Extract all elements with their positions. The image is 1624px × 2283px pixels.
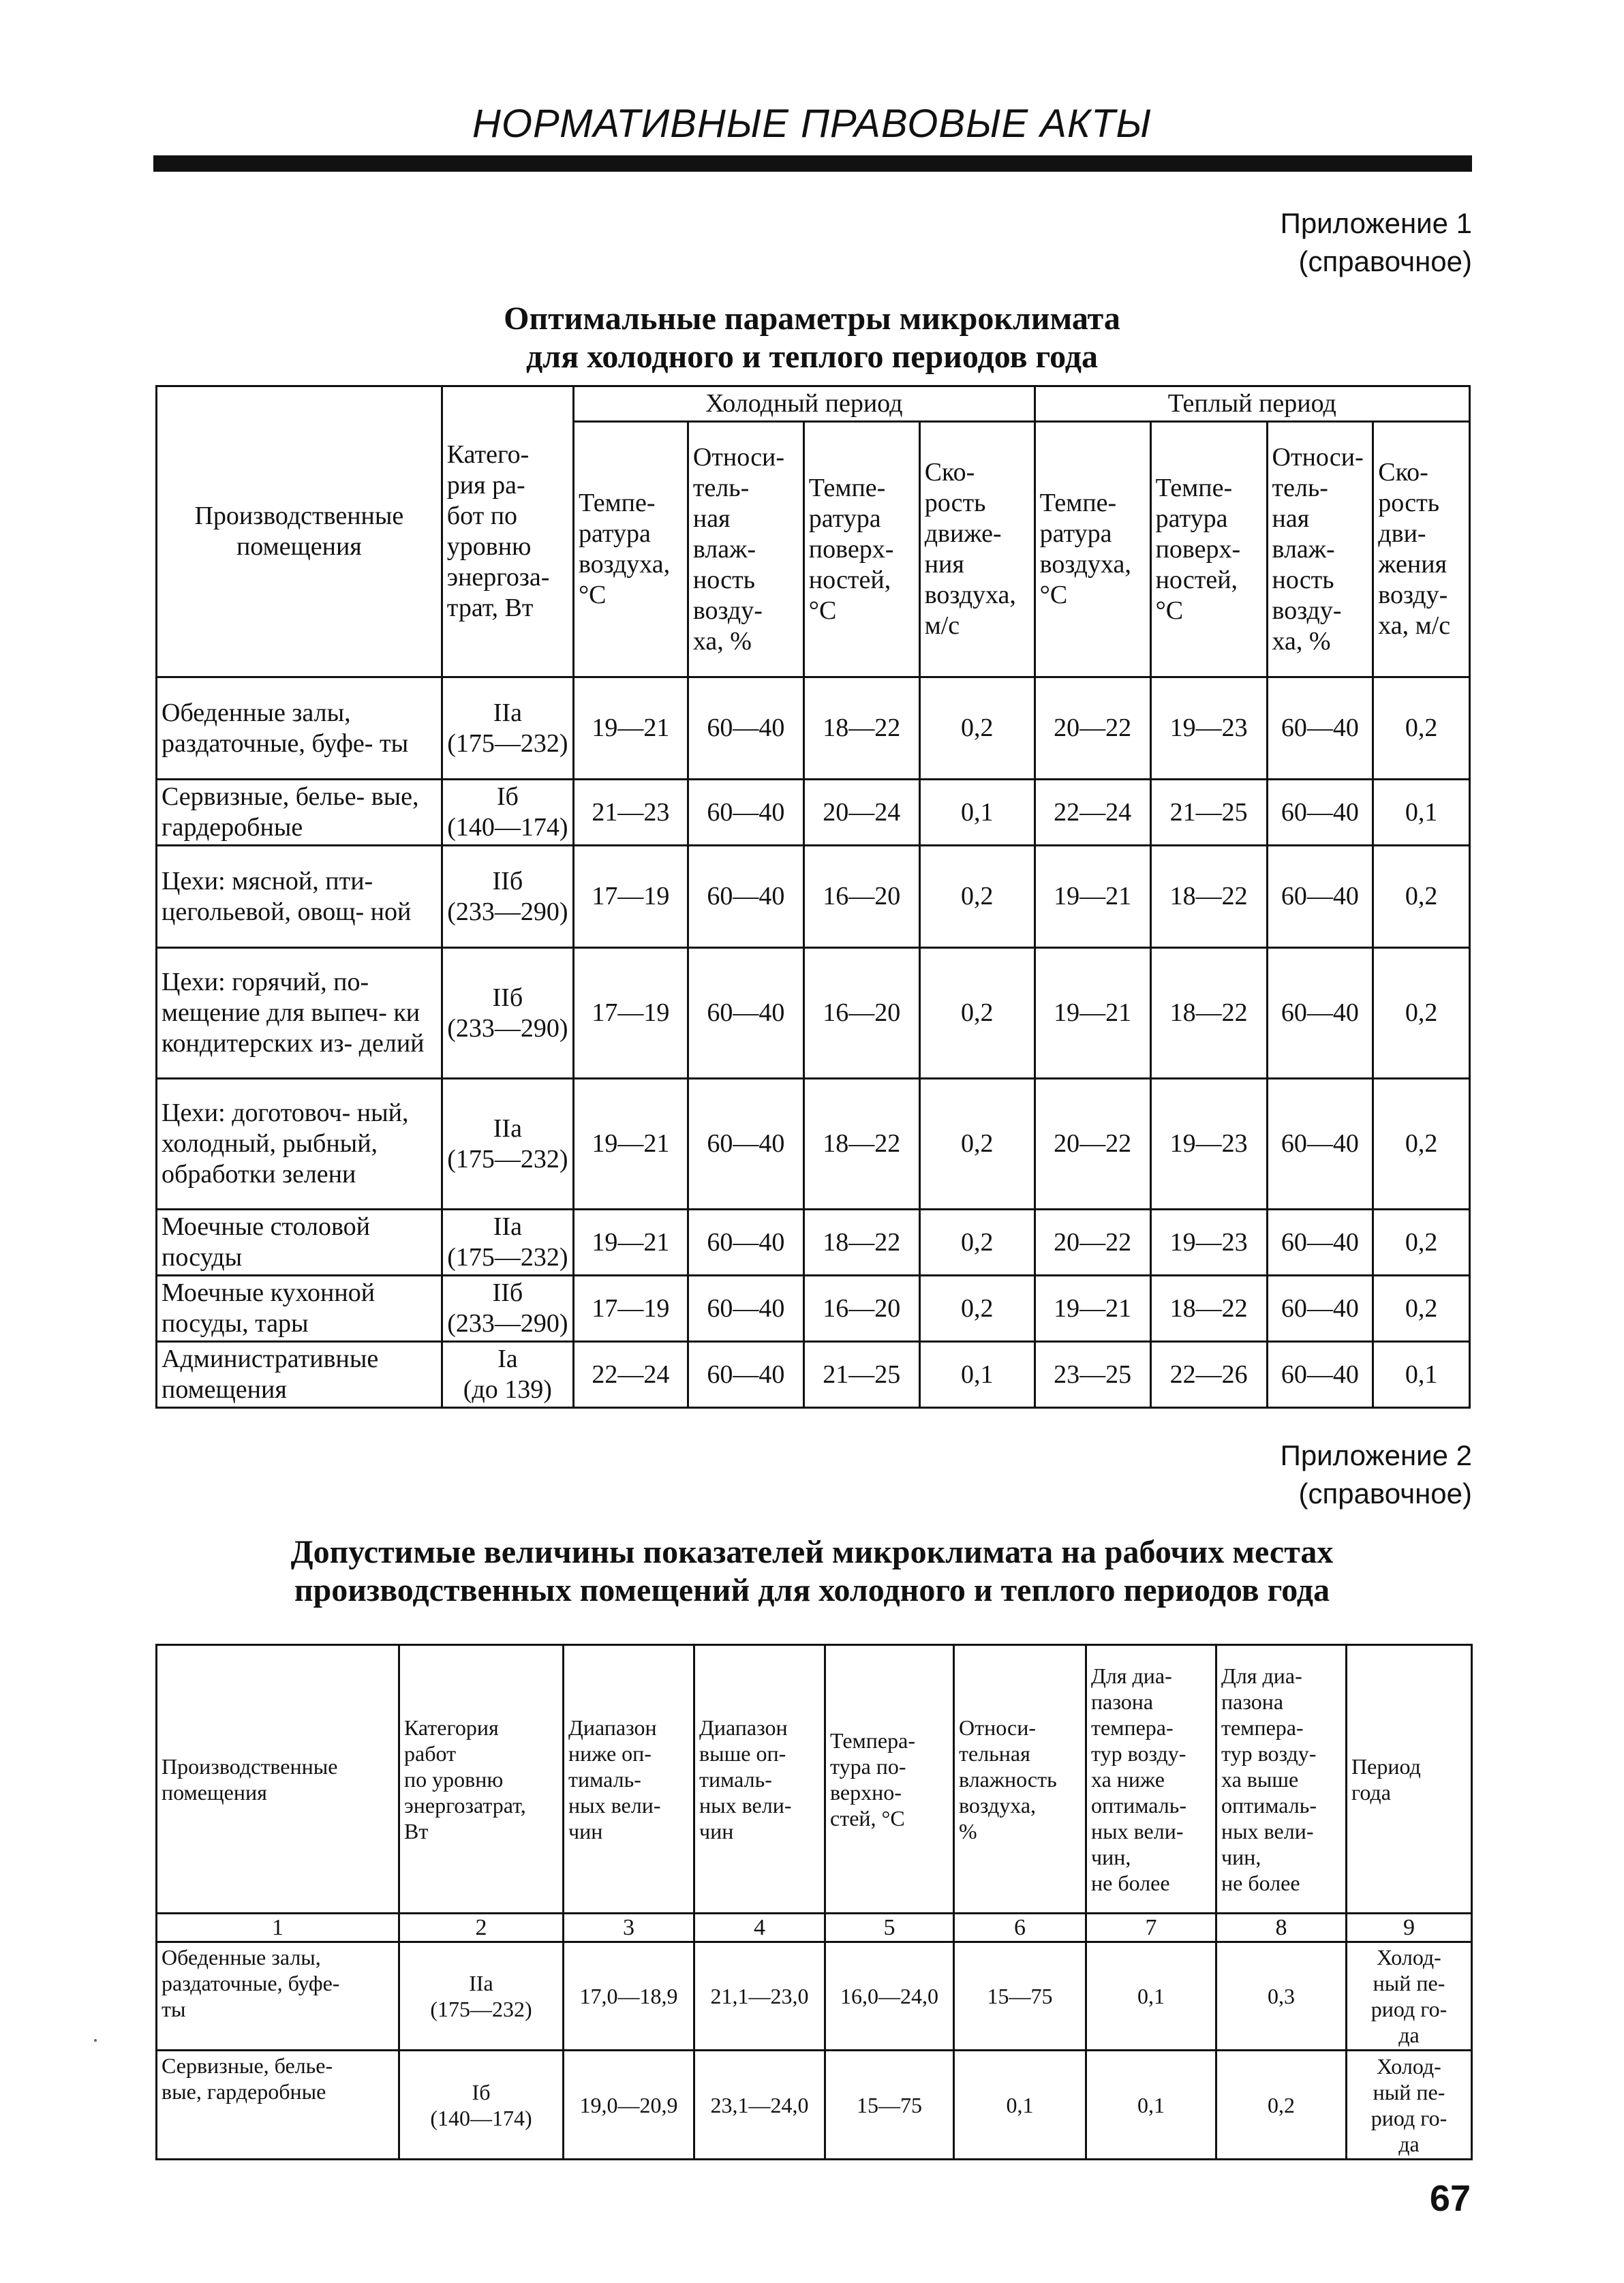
value-cell: 20—24: [803, 780, 919, 846]
appendix2-title-line2: производственных помещений для холодного и теплого периодов года: [294, 1572, 1330, 1608]
value-cell: 0,2: [1373, 1276, 1470, 1342]
value-cell: 18—22: [1150, 846, 1267, 948]
value-cell: 0,1: [954, 2051, 1086, 2160]
value-cell: 21—25: [803, 1342, 919, 1408]
appendix2-title-line1: Допустимые величины показателей микроклимата на рабочих местах: [290, 1534, 1334, 1570]
value-cell: 0,2: [1216, 2051, 1347, 2160]
room-cell: Цехи: горячий, по- мещение для выпеч- ки кондитерских из- делий: [157, 948, 442, 1079]
header-rule: [153, 155, 1472, 172]
column-number: 8: [1216, 1914, 1347, 1942]
t2-header-surface-temp: Темпера- тура по- верхно- стей, °С: [825, 1645, 954, 1914]
value-cell: 17,0—18,9: [564, 1942, 694, 2051]
appendix2-label-line2: (справочное): [1298, 1477, 1472, 1510]
t1-header-cold-air-temp: Темпе- ратура воздуха, °С: [573, 422, 688, 677]
value-cell: 60—40: [688, 1276, 803, 1342]
value-cell: 60—40: [1267, 1342, 1373, 1408]
value-cell: 17—19: [573, 948, 688, 1079]
value-cell: 60—40: [688, 1342, 803, 1408]
room-cell: Обеденные залы, раздаточные, буфе- ты: [157, 1942, 399, 2051]
value-cell: 19,0—20,9: [564, 2051, 694, 2160]
value-cell: 16—20: [803, 846, 919, 948]
value-cell: 21—25: [1150, 780, 1267, 846]
table-row: [157, 1942, 1472, 2051]
value-cell: 0,2: [919, 1210, 1035, 1276]
value-cell: 20—22: [1035, 1210, 1150, 1276]
value-cell: 19—21: [573, 1079, 688, 1210]
value-cell: 18—22: [803, 677, 919, 780]
value-cell: 0,2: [919, 1079, 1035, 1210]
value-cell: 0,1: [1373, 780, 1470, 846]
category-cell: IIб (233—290): [442, 1276, 573, 1342]
value-cell: 15—75: [825, 2051, 954, 2160]
value-cell: 0,1: [919, 780, 1035, 846]
page-number: 67: [1429, 2178, 1471, 2219]
value-cell: 60—40: [688, 948, 803, 1079]
value-cell: 0,2: [1373, 677, 1470, 780]
value-cell: 0,2: [1373, 948, 1470, 1079]
t2-header-speed-below: Для диа- пазона темпера- тур возду- ха ниже оптималь- ных вели- чин, не более: [1086, 1645, 1216, 1914]
value-cell: 22—24: [1035, 780, 1150, 846]
category-cell: IIа (175—232): [442, 1079, 573, 1210]
value-cell: 0,2: [919, 677, 1035, 780]
t1-header-warm-surface-temp: Темпе- ратура поверх- ностей, °С: [1150, 422, 1267, 677]
value-cell: 17—19: [573, 846, 688, 948]
table-row: [157, 677, 1470, 780]
table-row: [157, 1079, 1470, 1210]
value-cell: 60—40: [1267, 846, 1373, 948]
room-cell: Моечные кухонной посуды, тары: [157, 1276, 442, 1342]
appendix2-label-line1: Приложение 2: [1280, 1439, 1472, 1471]
value-cell: 16—20: [803, 948, 919, 1079]
value-cell: 0,1: [1086, 1942, 1216, 2051]
appendix1-label: [1281, 204, 1472, 281]
table-row: [157, 780, 1470, 846]
value-cell: 17—19: [573, 1276, 688, 1342]
appendix1-title-line2: для холодного и теплого периодов года: [526, 339, 1098, 375]
category-cell: Iб (140—174): [442, 780, 573, 846]
column-number: 5: [825, 1914, 954, 1942]
column-number: 7: [1086, 1914, 1216, 1942]
value-cell: 0,2: [1373, 846, 1470, 948]
value-cell: 21—23: [573, 780, 688, 846]
value-cell: 16,0—24,0: [825, 1942, 954, 2051]
column-number-row: [157, 1914, 1472, 1942]
value-cell: 19—21: [1035, 1276, 1150, 1342]
t1-header-warm-humidity: Относи- тель- ная влаж- ность возду- ха, %: [1267, 422, 1373, 677]
appendix1-title-line1: Оптимальные параметры микроклимата: [504, 301, 1120, 337]
column-number: 3: [564, 1914, 694, 1942]
value-cell: 20—22: [1035, 1079, 1150, 1210]
value-cell: 21,1—23,0: [694, 1942, 825, 2051]
value-cell: 0,3: [1216, 1942, 1347, 2051]
appendix1-title: [0, 300, 1624, 376]
room-cell: Сервизные, белье- вые, гардеробные: [157, 2051, 399, 2160]
t1-header-cold-humidity: Относи- тель- ная влаж- ность возду- ха, %: [688, 422, 803, 677]
value-cell: 19—21: [573, 677, 688, 780]
value-cell: 19—23: [1150, 677, 1267, 780]
appendix2-title: [0, 1533, 1624, 1610]
value-cell: 0,1: [1086, 2051, 1216, 2160]
value-cell: 0,2: [919, 1276, 1035, 1342]
value-cell: 20—22: [1035, 677, 1150, 780]
value-cell: 18—22: [1150, 1276, 1267, 1342]
value-cell: 60—40: [1267, 780, 1373, 846]
value-cell: 22—26: [1150, 1342, 1267, 1408]
appendix2-table: [155, 1644, 1473, 2160]
value-cell: 0,2: [1373, 1210, 1470, 1276]
table-row: [157, 1210, 1470, 1276]
t1-header-warm-air-speed: Ско- рость дви- жения возду- ха, м/с: [1373, 422, 1470, 677]
table-row: [157, 846, 1470, 948]
appendix1-label-line2: (справочное): [1298, 245, 1472, 277]
value-cell: 60—40: [688, 780, 803, 846]
scan-speck: [94, 2039, 97, 2042]
t2-header-above-range: Диапазон выше оп- тималь- ных вели- чин: [694, 1645, 825, 1914]
room-cell: Административные помещения: [157, 1342, 442, 1408]
value-cell: 60—40: [1267, 1276, 1373, 1342]
column-number: 4: [694, 1914, 825, 1942]
value-cell: 19—23: [1150, 1210, 1267, 1276]
value-cell: 23—25: [1035, 1342, 1150, 1408]
room-cell: Сервизные, белье- вые, гардеробные: [157, 780, 442, 846]
value-cell: 60—40: [688, 1079, 803, 1210]
room-cell: Моечные столовой посуды: [157, 1210, 442, 1276]
value-cell: 19—21: [573, 1210, 688, 1276]
value-cell: 60—40: [1267, 948, 1373, 1079]
appendix2-label: [1281, 1437, 1472, 1513]
value-cell: 18—22: [803, 1079, 919, 1210]
value-cell: 60—40: [1267, 1210, 1373, 1276]
value-cell: 0,1: [919, 1342, 1035, 1408]
value-cell: 60—40: [1267, 1079, 1373, 1210]
t2-header-speed-above: Для диа- пазона темпера- тур возду- ха выше оптималь- ных вели- чин, не более: [1216, 1645, 1347, 1914]
category-cell: Iа (до 139): [442, 1342, 573, 1408]
t2-header-humidity: Относи- тельная влажность воздуха, %: [954, 1645, 1086, 1914]
t2-header-category: Категория работ по уровню энергозатрат, Вт: [399, 1645, 564, 1914]
value-cell: 19—21: [1035, 948, 1150, 1079]
value-cell: 23,1—24,0: [694, 2051, 825, 2160]
value-cell: 0,2: [919, 948, 1035, 1079]
t1-header-room: Производственные помещения: [157, 386, 442, 677]
t1-header-category: Катего- рия ра- бот по уровню энергоза- трат, Вт: [442, 386, 573, 677]
category-cell: IIб (233—290): [442, 948, 573, 1079]
value-cell: 0,2: [1373, 1079, 1470, 1210]
category-cell: IIа (175—232): [442, 677, 573, 780]
t2-header-room: Производственные помещения: [157, 1645, 399, 1914]
t2-header-period: Период года: [1347, 1645, 1472, 1914]
category-cell: IIа (175—232): [442, 1210, 573, 1276]
value-cell: 60—40: [688, 846, 803, 948]
table-row: [157, 1276, 1470, 1342]
value-cell: 19—21: [1035, 846, 1150, 948]
column-number: 9: [1347, 1914, 1472, 1942]
appendix1-table: [155, 385, 1471, 1409]
value-cell: 22—24: [573, 1342, 688, 1408]
room-cell: Цехи: доготовоч- ный, холодный, рыбный, обработки зелени: [157, 1079, 442, 1210]
value-cell: 60—40: [1267, 677, 1373, 780]
category-cell: IIа (175—232): [399, 1942, 564, 2051]
period-cell: Холод- ный пе- риод го- да: [1347, 2051, 1472, 2160]
value-cell: 15—75: [954, 1942, 1086, 2051]
column-number: 6: [954, 1914, 1086, 1942]
column-number: 1: [157, 1914, 399, 1942]
room-cell: Обеденные залы, раздаточные, буфе- ты: [157, 677, 442, 780]
value-cell: 16—20: [803, 1276, 919, 1342]
category-cell: IIб (233—290): [442, 846, 573, 948]
value-cell: 60—40: [688, 1210, 803, 1276]
t1-header-cold-period: Холодный период: [573, 386, 1035, 422]
t1-header-warm-air-temp: Темпе- ратура воздуха, °С: [1035, 422, 1150, 677]
value-cell: 18—22: [803, 1210, 919, 1276]
t1-header-cold-air-speed: Ско- рость движе- ния воздуха, м/с: [919, 422, 1035, 677]
appendix1-label-line1: Приложение 1: [1280, 207, 1472, 239]
table-row: [157, 1342, 1470, 1408]
period-cell: Холод- ный пе- риод го- да: [1347, 1942, 1472, 2051]
table-row: [157, 2051, 1472, 2160]
value-cell: 60—40: [688, 677, 803, 780]
category-cell: Iб (140—174): [399, 2051, 564, 2160]
value-cell: 0,2: [919, 846, 1035, 948]
t1-header-warm-period: Теплый период: [1035, 386, 1469, 422]
page-header-title: НОРМАТИВНЫЕ ПРАВОВЫЕ АКТЫ: [472, 102, 1152, 146]
table-row: [157, 948, 1470, 1079]
room-cell: Цехи: мясной, пти- цегольевой, овощ- ной: [157, 846, 442, 948]
t2-header-below-range: Диапазон ниже оп- тималь- ных вели- чин: [564, 1645, 694, 1914]
value-cell: 19—23: [1150, 1079, 1267, 1210]
t1-header-cold-surface-temp: Темпе- ратура поверх- ностей, °С: [803, 422, 919, 677]
column-number: 2: [399, 1914, 564, 1942]
value-cell: 18—22: [1150, 948, 1267, 1079]
value-cell: 0,1: [1373, 1342, 1470, 1408]
